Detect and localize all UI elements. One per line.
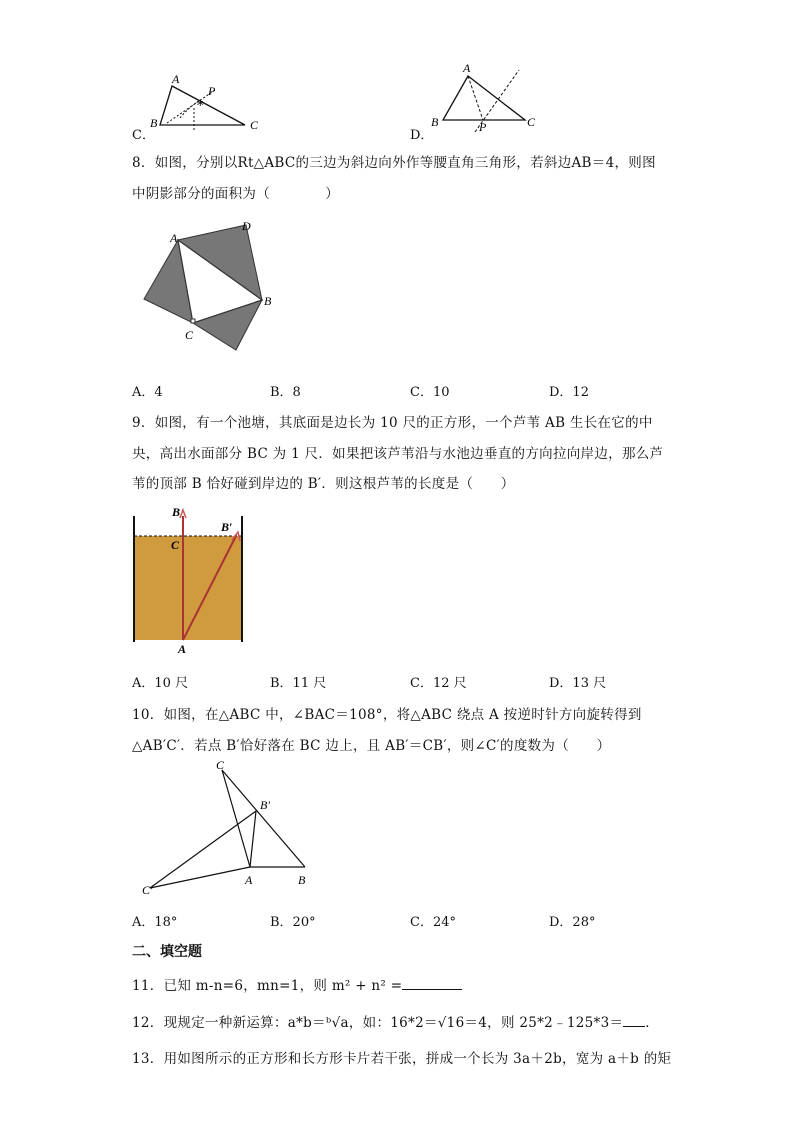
q10-option-a[interactable]: A．18°: [132, 915, 178, 930]
section-heading: 二、填空题: [132, 944, 202, 960]
q9-line-1: 9．如图，有一个池塘，其底面是边长为 10 尺的正方形，一个芦苇 AB 生长在它的中: [132, 415, 653, 431]
q8-option-c[interactable]: C．10: [410, 385, 450, 400]
q8-option-b[interactable]: B．8: [270, 385, 301, 400]
fig-label: C: [250, 118, 259, 132]
q8-figure: [138, 218, 278, 358]
q7-figure-d: [425, 62, 545, 138]
fig-label: B: [431, 115, 439, 129]
q9-line-3: 苇的顶部 B 恰好碰到岸边的 B′．则这根芦苇的长度是（ ）: [132, 476, 515, 492]
option-d-label: D．: [410, 128, 434, 143]
q10-line-2: △AB′C′．若点 B′恰好落在 BC 边上，且 AB′＝CB′，则∠C′的度数为（ ）: [132, 738, 611, 754]
fig-label: B′: [221, 520, 233, 534]
q9-option-d[interactable]: D．13 尺: [549, 676, 607, 691]
q11-text: 11．已知 m-n=6，mn=1，则 m² + n² =: [132, 978, 403, 994]
fig-label: B′: [260, 798, 270, 812]
q9-option-b[interactable]: B．11 尺: [270, 676, 327, 691]
fig-label: P: [479, 120, 487, 134]
q9-option-c[interactable]: C．12 尺: [410, 676, 467, 691]
q10-option-b[interactable]: B．20°: [270, 915, 316, 930]
q10-option-d[interactable]: D．28°: [549, 915, 596, 930]
q12-line: 12．现规定一种新运算：a*b＝ᵇ√a，如：16*2＝√16＝4，则 25*2﹣125*3＝ ．: [132, 1015, 660, 1031]
q9-pond-figure: [128, 502, 250, 654]
option-c-label: C．: [132, 128, 155, 143]
q8-line-1: 8．如图，分别以Rt△ABC的三边为斜边向外作等腰直角三角形，若斜边AB＝4，则图: [132, 155, 656, 171]
fig-label: B: [264, 294, 272, 308]
q12-answer-blank[interactable]: [623, 1014, 645, 1027]
fig-label: A: [178, 642, 187, 654]
q8-option-d[interactable]: D．12: [549, 385, 589, 400]
q9-line-2: 央，高出水面部分 BC 为 1 尺．如果把该芦苇沿与水池边垂直的方向拉向岸边，那么芦: [132, 446, 664, 462]
fig-label: A: [245, 873, 253, 887]
fig-label: C: [216, 760, 225, 772]
fig-label: C′: [142, 883, 153, 897]
fig-label: P: [208, 84, 216, 98]
fig-label: C: [527, 115, 536, 129]
fig-label: A: [170, 231, 178, 245]
q8-option-a[interactable]: A．4: [132, 385, 163, 400]
q11-answer-blank[interactable]: [402, 977, 462, 990]
fig-label: A: [172, 72, 180, 86]
fig-label: B: [150, 116, 158, 130]
q12-text: 12．现规定一种新运算：a*b＝ᵇ√a，如：16*2＝√16＝4，则 25*2﹣125*3＝: [132, 1015, 624, 1031]
q13-line: 13．用如图所示的正方形和长方形卡片若干张，拼成一个长为 3a＋2b，宽为 a＋b 的矩: [132, 1051, 672, 1067]
fig-label: B: [172, 505, 181, 519]
q7-figure-c: [150, 70, 270, 138]
q10-option-c[interactable]: C．24°: [410, 915, 456, 930]
fig-label: D: [242, 219, 251, 233]
q9-option-a[interactable]: A．10 尺: [132, 676, 189, 691]
q11-line: [132, 974, 462, 994]
q10-line-1: 10．如图，在△ABC 中，∠BAC＝108°，将△ABC 绕点 A 按逆时针方向旋转得到: [132, 707, 642, 723]
fig-label: B: [298, 873, 306, 887]
fig-label: C: [171, 538, 180, 552]
fig-label: A: [463, 62, 471, 75]
svg-text:*: *: [197, 99, 204, 114]
q10-figure: [140, 760, 315, 900]
q8-line-2: 中阴影部分的面积为（ ）: [132, 186, 339, 202]
fig-label: C: [185, 328, 194, 342]
